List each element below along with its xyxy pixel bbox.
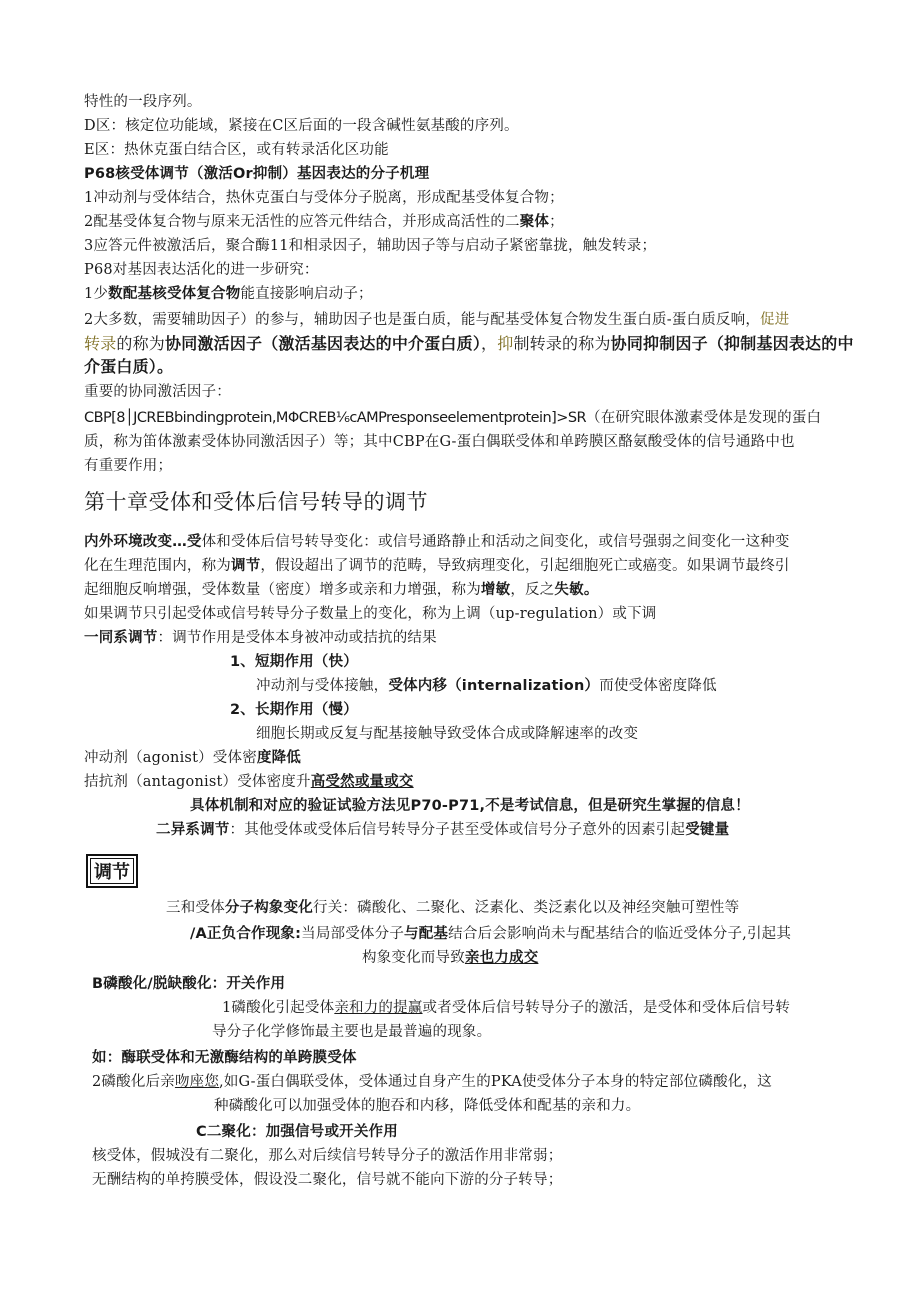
text-span: 制转录的称为	[513, 334, 611, 353]
text-line	[84, 334, 854, 354]
underlined-span: 亲也力成交	[464, 950, 539, 966]
text-line	[362, 948, 538, 968]
text-line: 核受体，假城没有二聚化，那么对后续信号转导分子的激活作用非常弱；	[92, 1148, 563, 1164]
text-line	[84, 310, 789, 330]
underlined-span: 高受然或量或交	[310, 774, 414, 790]
text-line	[256, 676, 717, 696]
text-span: 能直接影响启动子；	[240, 286, 373, 302]
text-line: P68对基因表达活化的进一步研究：	[84, 262, 319, 278]
text-span: 1磷酸化引起受体	[222, 1000, 335, 1016]
text-span: 或者受体后信号转导分子的激活，是受体和受体后信号转	[422, 1000, 791, 1016]
text-span: ，假设超出了调节的范畴，导致病理变化，引起细胞死亡或癌变。如果调节最终引	[260, 558, 790, 574]
bold-span: 受键量	[685, 822, 730, 838]
text-line	[84, 556, 790, 576]
text-span: 当局部受体分子	[301, 926, 405, 942]
text-span: 冲动剂（agonist）受体密	[84, 750, 257, 766]
text-line	[84, 580, 599, 600]
text-span: 2磷酸化后亲	[92, 1074, 175, 1090]
text-span: 冲动剂与受体接触，	[256, 678, 389, 694]
text-line	[166, 898, 739, 918]
list-item-long-term: 2、长期作用（慢）	[230, 702, 358, 718]
underlined-span: 亲和力的提赢	[334, 1000, 423, 1016]
text-span: ；	[549, 214, 564, 230]
text-line	[84, 772, 414, 792]
text-line	[190, 924, 791, 944]
text-line: 1冲动剂与受体结合，热休克蛋白与受体分子脱离，形成配基受体复合物；	[84, 190, 564, 206]
text-span: 三和受体	[166, 900, 225, 916]
bold-span: 度降低	[256, 750, 302, 766]
text-line: 特性的一段序列。	[84, 94, 202, 110]
text-span: 构象变化而导致	[362, 950, 465, 966]
text-line	[222, 998, 790, 1018]
text-line: 如果调节只引起受体或信号转导分子数量上的变化，称为上调（up-regulation）或下调	[84, 606, 657, 622]
bold-span: 一同系调节	[84, 630, 158, 646]
text-span: 体和受体后信号转导变化：或信号通路静止和活动之间变化，或信号强弱之间变化一这种变	[201, 534, 790, 550]
text-line	[84, 628, 437, 648]
bold-span: 失敏。	[554, 582, 599, 598]
bold-span: 分子构象变化	[224, 900, 314, 916]
bold-span: 协同抑制因子（抑制基因表达的中	[610, 334, 854, 353]
stamp-text: 调节	[90, 858, 134, 884]
section-b-heading: B磷酸化/脱缺酸化：开关作用	[92, 976, 286, 992]
text-line: 无酬结构的单挎膜受体，假设没二聚化，信号就不能向下游的分子转导；	[92, 1172, 563, 1188]
text-span: CBP[8│JCREBbindingprotein,MΦCREB⅙cAMPresponseelementprotein]>SR	[84, 410, 587, 426]
text-span: 2配基受体复合物与原来无活性的应答元件结合，并形成高活性的二	[84, 214, 520, 230]
text-span: ，	[481, 334, 498, 353]
chapter-title: 第十章受体和受体后信号转导的调节	[84, 490, 428, 514]
text-line	[92, 1072, 772, 1092]
text-span: 行关：磷酸化、二聚化、泛素化、类泛素化以及神经突触可塑性等	[313, 900, 740, 916]
text-line: 如：酶联受体和无激酶结构的单跨膜受体	[92, 1050, 357, 1066]
text-line: 介蛋白质）。	[84, 357, 174, 376]
bold-span: 受体内移（internalization）	[388, 678, 600, 694]
text-span: ：调节作用是受体本身被冲动或拮抗的结果	[157, 630, 437, 646]
text-line-e-region: E区：热休克蛋白结合区，或有转录活化区功能	[84, 142, 389, 158]
text-span: 拮抗剂（antagonist）受体密度升	[84, 774, 311, 790]
bold-span: 与配基	[404, 926, 449, 942]
text-span: 化在生理范围内，称为	[84, 558, 231, 574]
text-line: 重要的协同激活因子：	[84, 384, 231, 400]
text-line: 3应答元件被激活后，聚合酶11和相录因子，辅助因子等与启动子紧密靠拢，触发转录；	[84, 238, 657, 254]
bold-span: 聚体	[519, 214, 550, 230]
highlight-span: 抑	[497, 334, 514, 353]
text-span: （在研究眼体激素受体是发现的蛋白	[586, 410, 822, 426]
text-span: 1少	[84, 286, 109, 302]
text-span: 而使受体密度降低	[599, 678, 717, 694]
text-line	[84, 748, 301, 768]
text-span: 2大多数，需要辅助因子）的参与，辅助因子也是蛋白质，能与配基受体复合物发生蛋白质-蛋白质反响，	[84, 312, 761, 328]
text-line	[84, 532, 790, 552]
underlined-span: 吻座您	[174, 1074, 220, 1090]
text-span: 结合后会影响尚未与配基结合的临近受体分子,引起其	[448, 926, 792, 942]
text-line: 种磷酸化可以加强受体的胞吞和内移，降低受体和配基的亲和力。	[214, 1098, 641, 1114]
text-line: 导分子化学修饰最主要也是最普遍的现象。	[212, 1024, 492, 1040]
text-span: ：其他受体或受体后信号转导分子甚至受体或信号分子意外的因素引起	[229, 822, 686, 838]
text-line: 细胞长期或反复与配基接触导致受体合成或降解速率的改变	[256, 726, 639, 742]
bold-span: 数配基核受体复合物	[108, 286, 241, 302]
text-line	[84, 212, 564, 232]
text-line	[84, 284, 373, 304]
text-line: 有重要作用；	[84, 458, 173, 474]
text-span: ，反之	[510, 582, 555, 598]
text-line	[84, 408, 821, 428]
text-line	[156, 820, 729, 840]
highlight-span: 转录	[84, 334, 117, 353]
text-span: 起细胞反响增强，受体数量（密度）增多或亲和力增强，称为	[84, 582, 481, 598]
section-heading-p68: P68核受体调节（激活Or抑制）基因表达的分子机理	[84, 166, 430, 182]
text-line-d-region: D区：核定位功能域，紧接在C区后面的一段含碱性氨基酸的序列。	[84, 118, 519, 134]
bold-span: 二异系调节	[156, 822, 230, 838]
bold-span: 协同激活因子（激活基因表达的中介蛋白质）	[165, 334, 482, 353]
list-item-short-term: 1、短期作用（快）	[230, 654, 358, 670]
bold-span: 调节	[231, 558, 261, 574]
text-span: 的称为	[116, 334, 166, 353]
bold-span: 增敏	[480, 582, 511, 598]
bold-span: 内外环境改变…受	[84, 534, 202, 550]
bold-span: /A正负合作现象:	[190, 926, 302, 942]
text-line: 质，称为笛体激素受体协同激活因子）等；其中CBP在G-蛋白偶联受体和单跨膜区酪氨酸受体的信号通路中也	[84, 434, 795, 450]
text-span: ,如G-蛋白偶联受体，受体通过自身产生的PKA使受体分子本身的特定部位磷酸化，这	[219, 1074, 772, 1090]
note-line: 具体机制和对应的验证试验方法见P70-P71,不是考试信息，但是研究生掌握的信息！	[190, 798, 750, 814]
regulation-stamp-label	[86, 854, 138, 888]
section-c-heading: C二聚化：加强信号或开关作用	[196, 1124, 398, 1140]
highlight-span: 促进	[760, 312, 790, 328]
